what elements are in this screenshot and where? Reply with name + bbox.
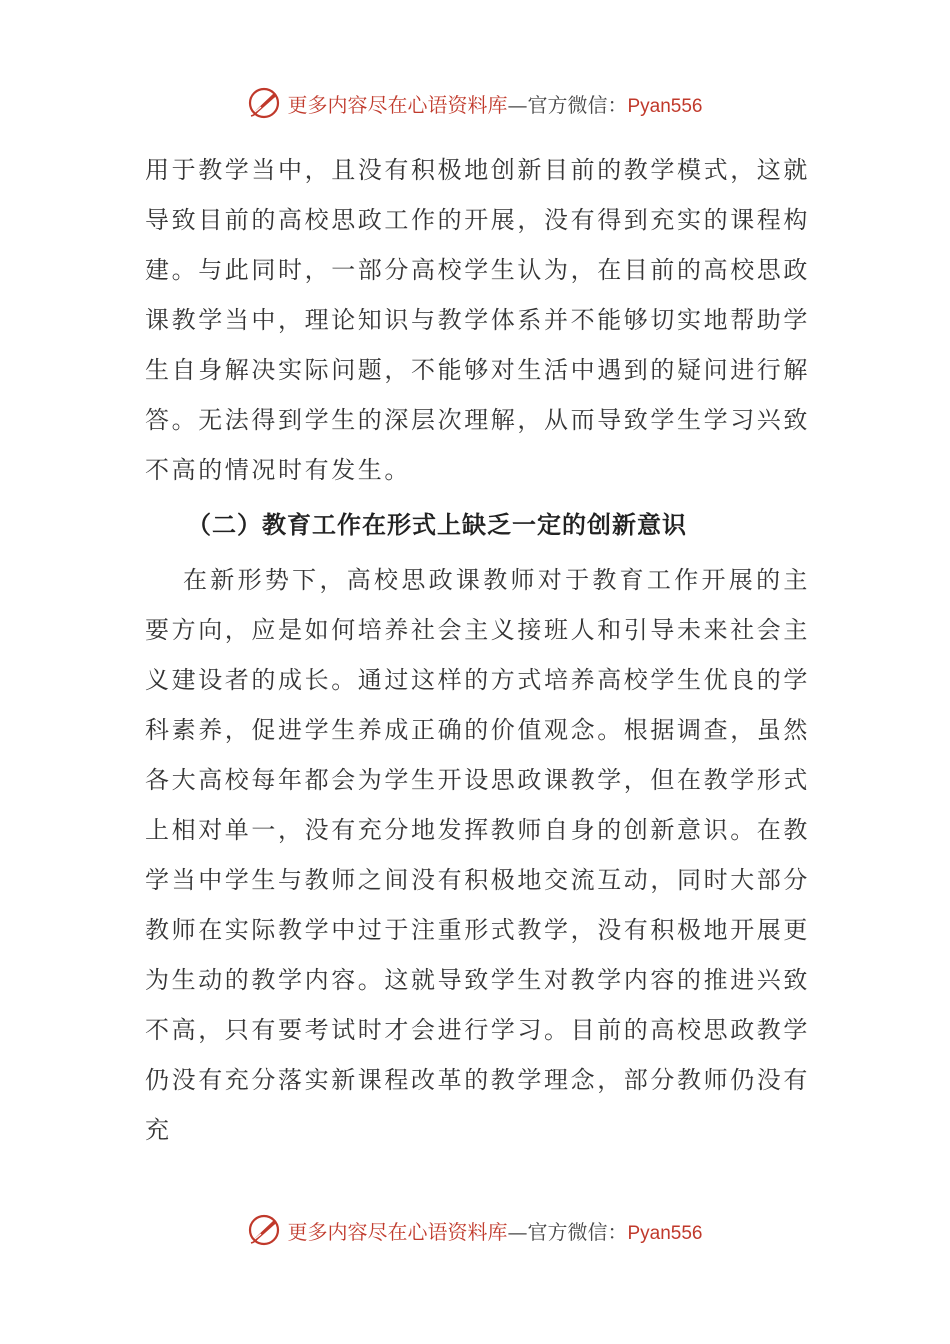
quill-pen-logo-icon — [247, 1213, 281, 1247]
banner-site-name: 更多内容尽在心语资料库 — [287, 1219, 508, 1244]
header-banner-text — [287, 89, 702, 118]
banner-wechat-id: Pyan556 — [627, 1222, 703, 1244]
header-banner — [0, 83, 950, 123]
quill-pen-logo-icon — [247, 86, 281, 120]
banner-wechat-label: —官方微信： — [507, 1219, 628, 1244]
banner-site-name: 更多内容尽在心语资料库 — [287, 92, 508, 117]
body-paragraph-1: 用于教学当中，且没有积极地创新目前的教学模式，这就导致目前的高校思政工作的开展，没有得到充实的课程构建。与此同时，一部分高校学生认为，在目前的高校思政课教学当中，理论知识与教学体系并不能够切实地帮助学生自身解决实际问题，不能够对生活中遇到的疑问进行解答。无法得到学生的深层次理解，从而导致学生学习兴致不高的情况时有发生。 — [145, 156, 810, 484]
section-heading-2: （二）教育工作在形式上缺乏一定的创新意识 — [187, 510, 687, 539]
banner-wechat-label: —官方微信： — [507, 92, 628, 117]
footer-banner-inner — [247, 1213, 702, 1247]
header-banner-inner — [247, 86, 702, 120]
banner-wechat-id: Pyan556 — [627, 95, 703, 117]
footer-banner — [0, 1210, 950, 1250]
document-body — [145, 145, 810, 1155]
body-paragraph-2: 在新形势下，高校思政课教师对于教育工作开展的主要方向，应是如何培养社会主义接班人和引导未来社会主义建设者的成长。通过这样的方式培养高校学生优良的学科素养，促进学生养成正确的价值观念。根据调查，虽然各大高校每年都会为学生开设思政课教学，但在教学形式上相对单一，没有充分地发挥教师自身的创新意识。在教学当中学生与教师之间没有积极地交流互动，同时大部分教师在实际教学中过于注重形式教学，没有积极地开展更为生动的教学内容。这就导致学生对教学内容的推进兴致不高，只有要考试时才会进行学习。目前的高校思政教学仍没有充分落实新课程改革的教学理念，部分教师仍没有充 — [145, 566, 810, 1144]
footer-banner-text — [287, 1216, 702, 1245]
